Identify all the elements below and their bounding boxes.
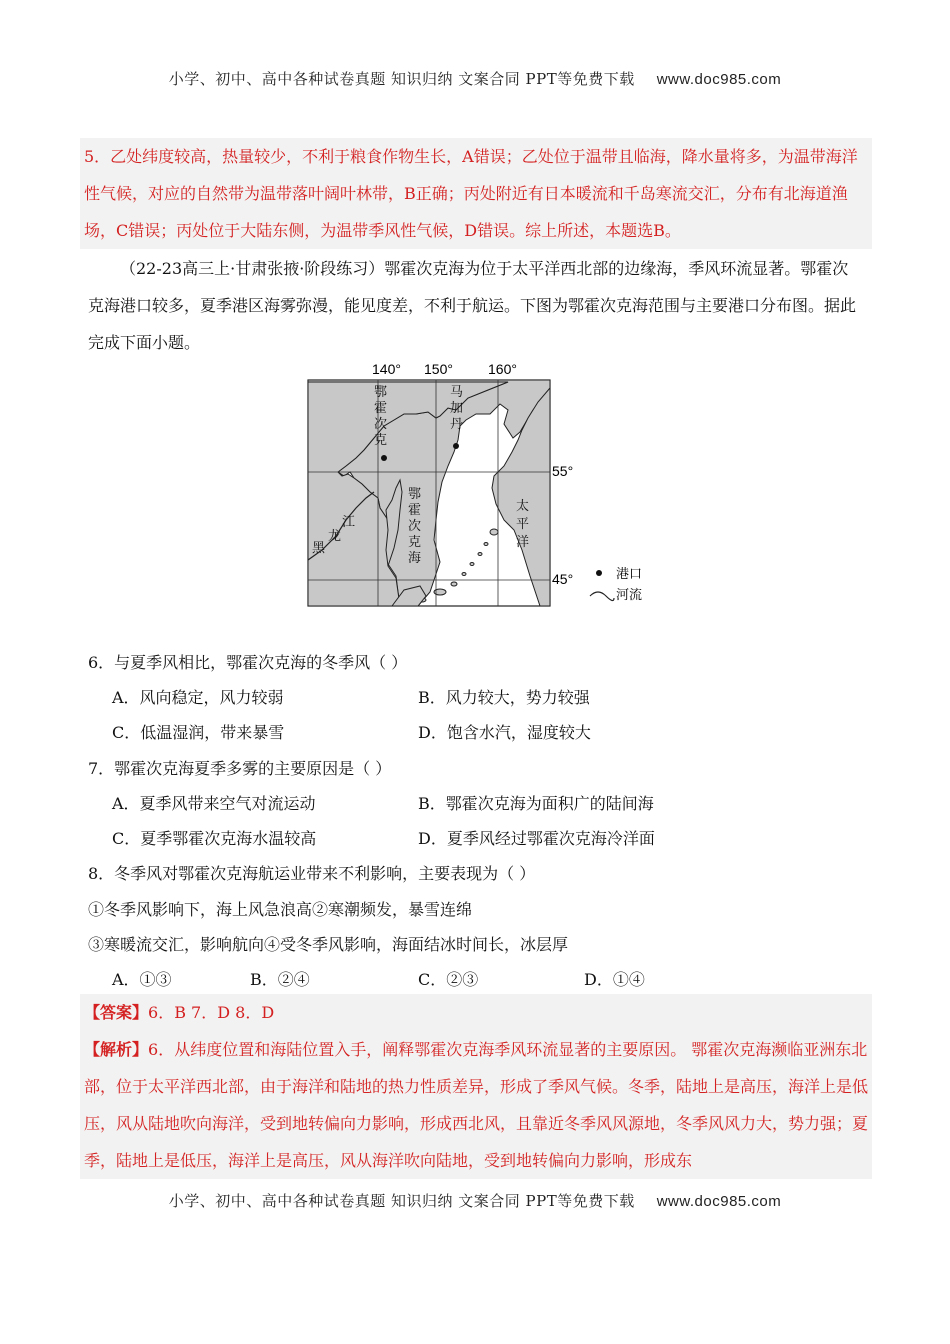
explanation-q5: 5．乙处纬度较高，热量较少，不利于粮食作物生长，A错误；乙处位于温带且临海，降水量将多，为温带海洋性气候，对应的自然带为温带落叶阔叶林带，B正确；丙处附近有日本暖流和千岛寒流交汇，分布有北海道渔场，C错误；丙处位于大陆东侧，为温带季风性气候，D错误。综上所述，本题选B。 [80, 138, 872, 249]
q7-option-b[interactable]: B．鄂霍次克海为面积广的陆间海 [418, 794, 654, 813]
label-magadan-3: 丹 [450, 417, 464, 432]
q8-statement-1: ①冬季风影响下，海上风急浪高②寒潮频发，暴雪连绵 [88, 900, 473, 919]
label-ocean-1: 太 [516, 499, 530, 514]
label-magadan-2: 加 [450, 401, 464, 416]
label-magadan-1: 马 [450, 385, 464, 400]
header-site-link[interactable]: www.doc985.com [656, 71, 782, 88]
q8-statement-2: ③寒暖流交汇，影响航向④受冬季风影响，海面结冰时间长，冰层厚 [88, 935, 569, 954]
label-sea-5: 海 [408, 551, 422, 566]
q8-option-c[interactable]: C．②③ [418, 970, 479, 989]
label-okhotsk-port-3: 次 [374, 417, 388, 432]
label-sea-4: 克 [408, 535, 422, 550]
q7-option-d[interactable]: D．夏季风经过鄂霍次克海冷洋面 [418, 829, 655, 848]
q6-option-b[interactable]: B．风力较大，势力较强 [418, 688, 590, 707]
lon-label-150: 150° [424, 361, 453, 377]
lon-label-160: 160° [488, 361, 517, 377]
question-intro: （22-23高三上·甘肃张掖·阶段练习）鄂霍次克海为位于太平洋西北部的边缘海，季风环流显著。鄂霍次克海港口较多，夏季港区海雾弥漫，能见度差，不利于航运。下图为鄂霍次克海范围与主要港口分布图。据此完成下面小题。 [88, 259, 857, 352]
q7-option-c[interactable]: C．夏季鄂霍次克海水温较高 [112, 829, 317, 848]
label-ocean-3: 洋 [516, 535, 530, 550]
answer-box [80, 994, 872, 1031]
label-river-3: 江 [342, 515, 356, 530]
answer-text: 6．B 7．D 8．D [148, 1003, 275, 1022]
q7-stem: 7．鄂霍次克海夏季多雾的主要原因是（ ） [88, 759, 392, 778]
analysis-tag: 【解析】 [84, 1040, 149, 1059]
footer-text: 小学、初中、高中各种试卷真题 知识归纳 文案合同 PPT等免费下载 [168, 1192, 635, 1210]
analysis-box [80, 1031, 872, 1179]
legend-port-icon [596, 570, 602, 576]
lat-label-45: 45° [552, 571, 574, 587]
q6-stem: 6．与夏季风相比，鄂霍次克海的冬季风（ ） [88, 653, 408, 672]
q6-option-d[interactable]: D．饱含水汽，湿度较大 [418, 723, 591, 742]
lon-label-140: 140° [372, 361, 401, 377]
label-sea-2: 霍 [408, 503, 422, 518]
q6-option-a[interactable]: A．风向稳定，风力较弱 [112, 688, 284, 707]
label-river-2: 龙 [328, 529, 342, 544]
q7-option-a[interactable]: A．夏季风带来空气对流运动 [112, 794, 316, 813]
label-sea-1: 鄂 [408, 487, 422, 502]
label-ocean-2: 平 [516, 517, 530, 532]
analysis-text: 6．从纬度位置和海陆位置入手，阐释鄂霍次克海季风环流显著的主要原因。 鄂霍次克海濒临亚洲东北部，位于太平洋西北部，由于海洋和陆地的热力性质差异，形成了季风气候。冬季，陆地上是高压，海洋上是低压，风从陆地吹向海洋，受到地转偏向力影响，形成西北风，且靠近冬季风风源地，冬季风风力大，势力强；夏季，陆地上是低压，海洋上是高压，风从海洋吹向陆地，受到地转偏向力影响，形成东 [84, 1040, 869, 1170]
label-river-1: 黑 [312, 541, 326, 556]
q6-option-c[interactable]: C．低温湿润，带来暴雪 [112, 723, 285, 742]
q8-option-b[interactable]: B．②④ [250, 970, 310, 989]
label-sea-3: 次 [408, 519, 422, 534]
page-header [0, 68, 950, 89]
answer-tag: 【答案】 [84, 1003, 149, 1022]
label-okhotsk-port-1: 鄂 [374, 385, 388, 400]
header-text: 小学、初中、高中各种试卷真题 知识归纳 文案合同 PPT等免费下载 [168, 70, 635, 88]
lat-label-55: 55° [552, 463, 574, 479]
q8-option-a[interactable]: A．①③ [112, 970, 172, 989]
footer-site-link[interactable]: www.doc985.com [656, 1193, 782, 1210]
q8-option-d[interactable]: D．①④ [584, 970, 645, 989]
legend-river-icon [590, 592, 614, 601]
label-okhotsk-port-4: 克 [374, 433, 388, 448]
legend-river-label: 河流 [616, 588, 643, 603]
port-magadan-dot [453, 443, 459, 449]
q8-stem: 8．冬季风对鄂霍次克海航运业带来不利影响，主要表现为（ ） [88, 864, 536, 883]
page-footer [0, 1190, 950, 1211]
okhotsk-sea-map [300, 360, 660, 610]
legend-port-label: 港口 [616, 567, 643, 582]
label-okhotsk-port-2: 霍 [374, 401, 388, 416]
port-okhotsk-dot [381, 455, 387, 461]
